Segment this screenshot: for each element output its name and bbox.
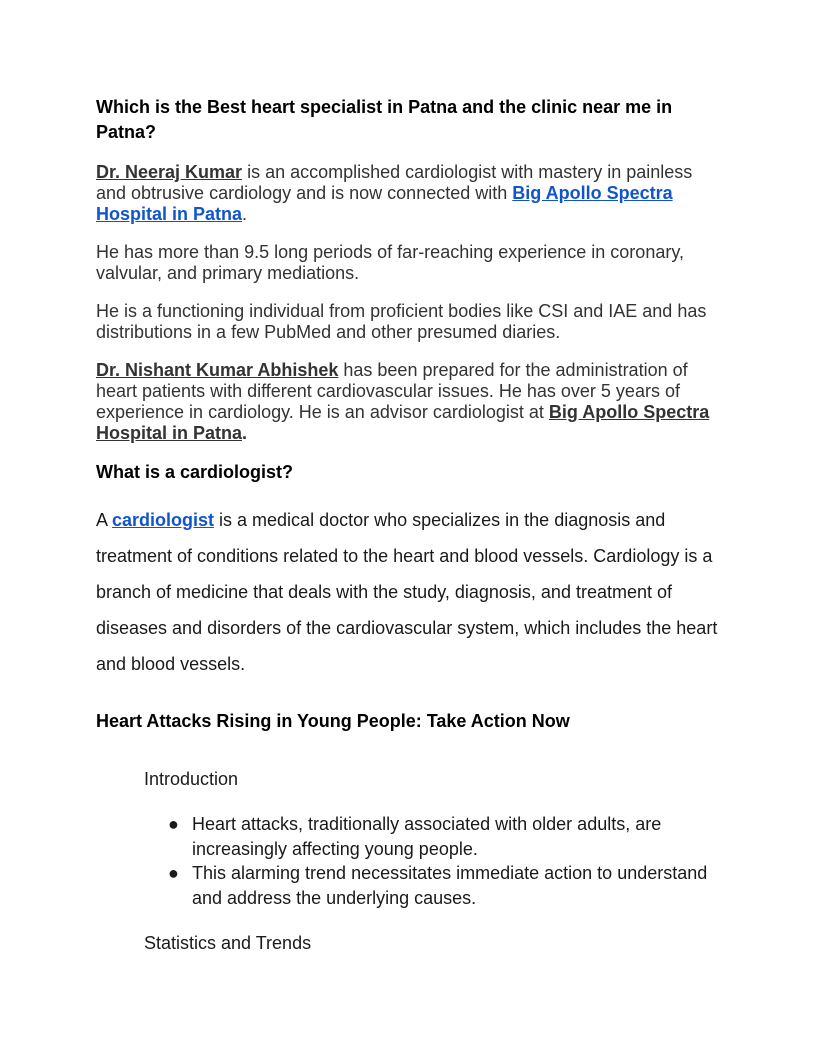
nishant-kumar-link[interactable]: Dr. Nishant Kumar Abhishek xyxy=(96,360,339,380)
neeraj-kumar-text-end: . xyxy=(242,204,248,224)
professional-bodies-paragraph: He is a functioning individual from proficient bodies like CSI and IAE and has distributions in a few PubMed and other presumed diaries. xyxy=(96,301,707,342)
neeraj-kumar-paragraph xyxy=(96,162,720,225)
best-heart-specialist-heading: Which is the Best heart specialist in Patna and the clinic near me in Patna? xyxy=(96,97,673,142)
nishant-kumar-text-end: . xyxy=(242,423,248,443)
introduction-heading: Introduction xyxy=(144,769,239,789)
list-item xyxy=(144,812,720,861)
list-item xyxy=(144,861,720,910)
big-apollo-spectra-link[interactable]: Big Apollo Spectra Hospital in Patna xyxy=(96,183,673,224)
cardiologist-definition-paragraph xyxy=(96,502,720,682)
neeraj-kumar-link[interactable]: Dr. Neeraj Kumar xyxy=(96,162,243,182)
bullet-icon: ● xyxy=(168,814,179,834)
neeraj-kumar-text: is an accomplished cardiologist with mastery in painless and obtrusive cardiology and is now connected with xyxy=(96,162,693,203)
experience-paragraph: He has more than 9.5 long periods of far-reaching experience in coronary, valvular, and primary mediations. xyxy=(96,242,684,283)
big-apollo-spectra-link-2[interactable]: Big Apollo Spectra Hospital in Patna xyxy=(96,402,710,443)
statistics-heading: Statistics and Trends xyxy=(144,933,312,953)
definition-text: is a medical doctor who specializes in the diagnosis and treatment of conditions related to the heart and blood vessels. Cardiology is a branch of medicine that deals with the study, diagnosis, and treatment of diseases and disorders of the cardiovascular system, which includes the heart and blood vessels. xyxy=(96,510,718,674)
definition-lead: A xyxy=(96,510,113,530)
bullet-text: Heart attacks, traditionally associated with older adults, are increasingly affecting young people. xyxy=(192,814,662,859)
bullet-text: This alarming trend necessitates immediate action to understand and address the underlying causes. xyxy=(192,863,708,908)
cardiologist-link[interactable]: cardiologist xyxy=(112,510,215,530)
heart-attacks-heading: Heart Attacks Rising in Young People: Take Action Now xyxy=(96,711,570,731)
introduction-bullet-list xyxy=(144,812,720,910)
nishant-kumar-paragraph xyxy=(96,360,720,444)
bullet-icon: ● xyxy=(168,863,179,883)
nishant-kumar-text: has been prepared for the administration of heart patients with different cardiovascular issues. He has over 5 years of experience in cardiology. He is an advisor cardiologist at xyxy=(96,360,688,422)
what-is-cardiologist-heading: What is a cardiologist? xyxy=(96,462,294,482)
